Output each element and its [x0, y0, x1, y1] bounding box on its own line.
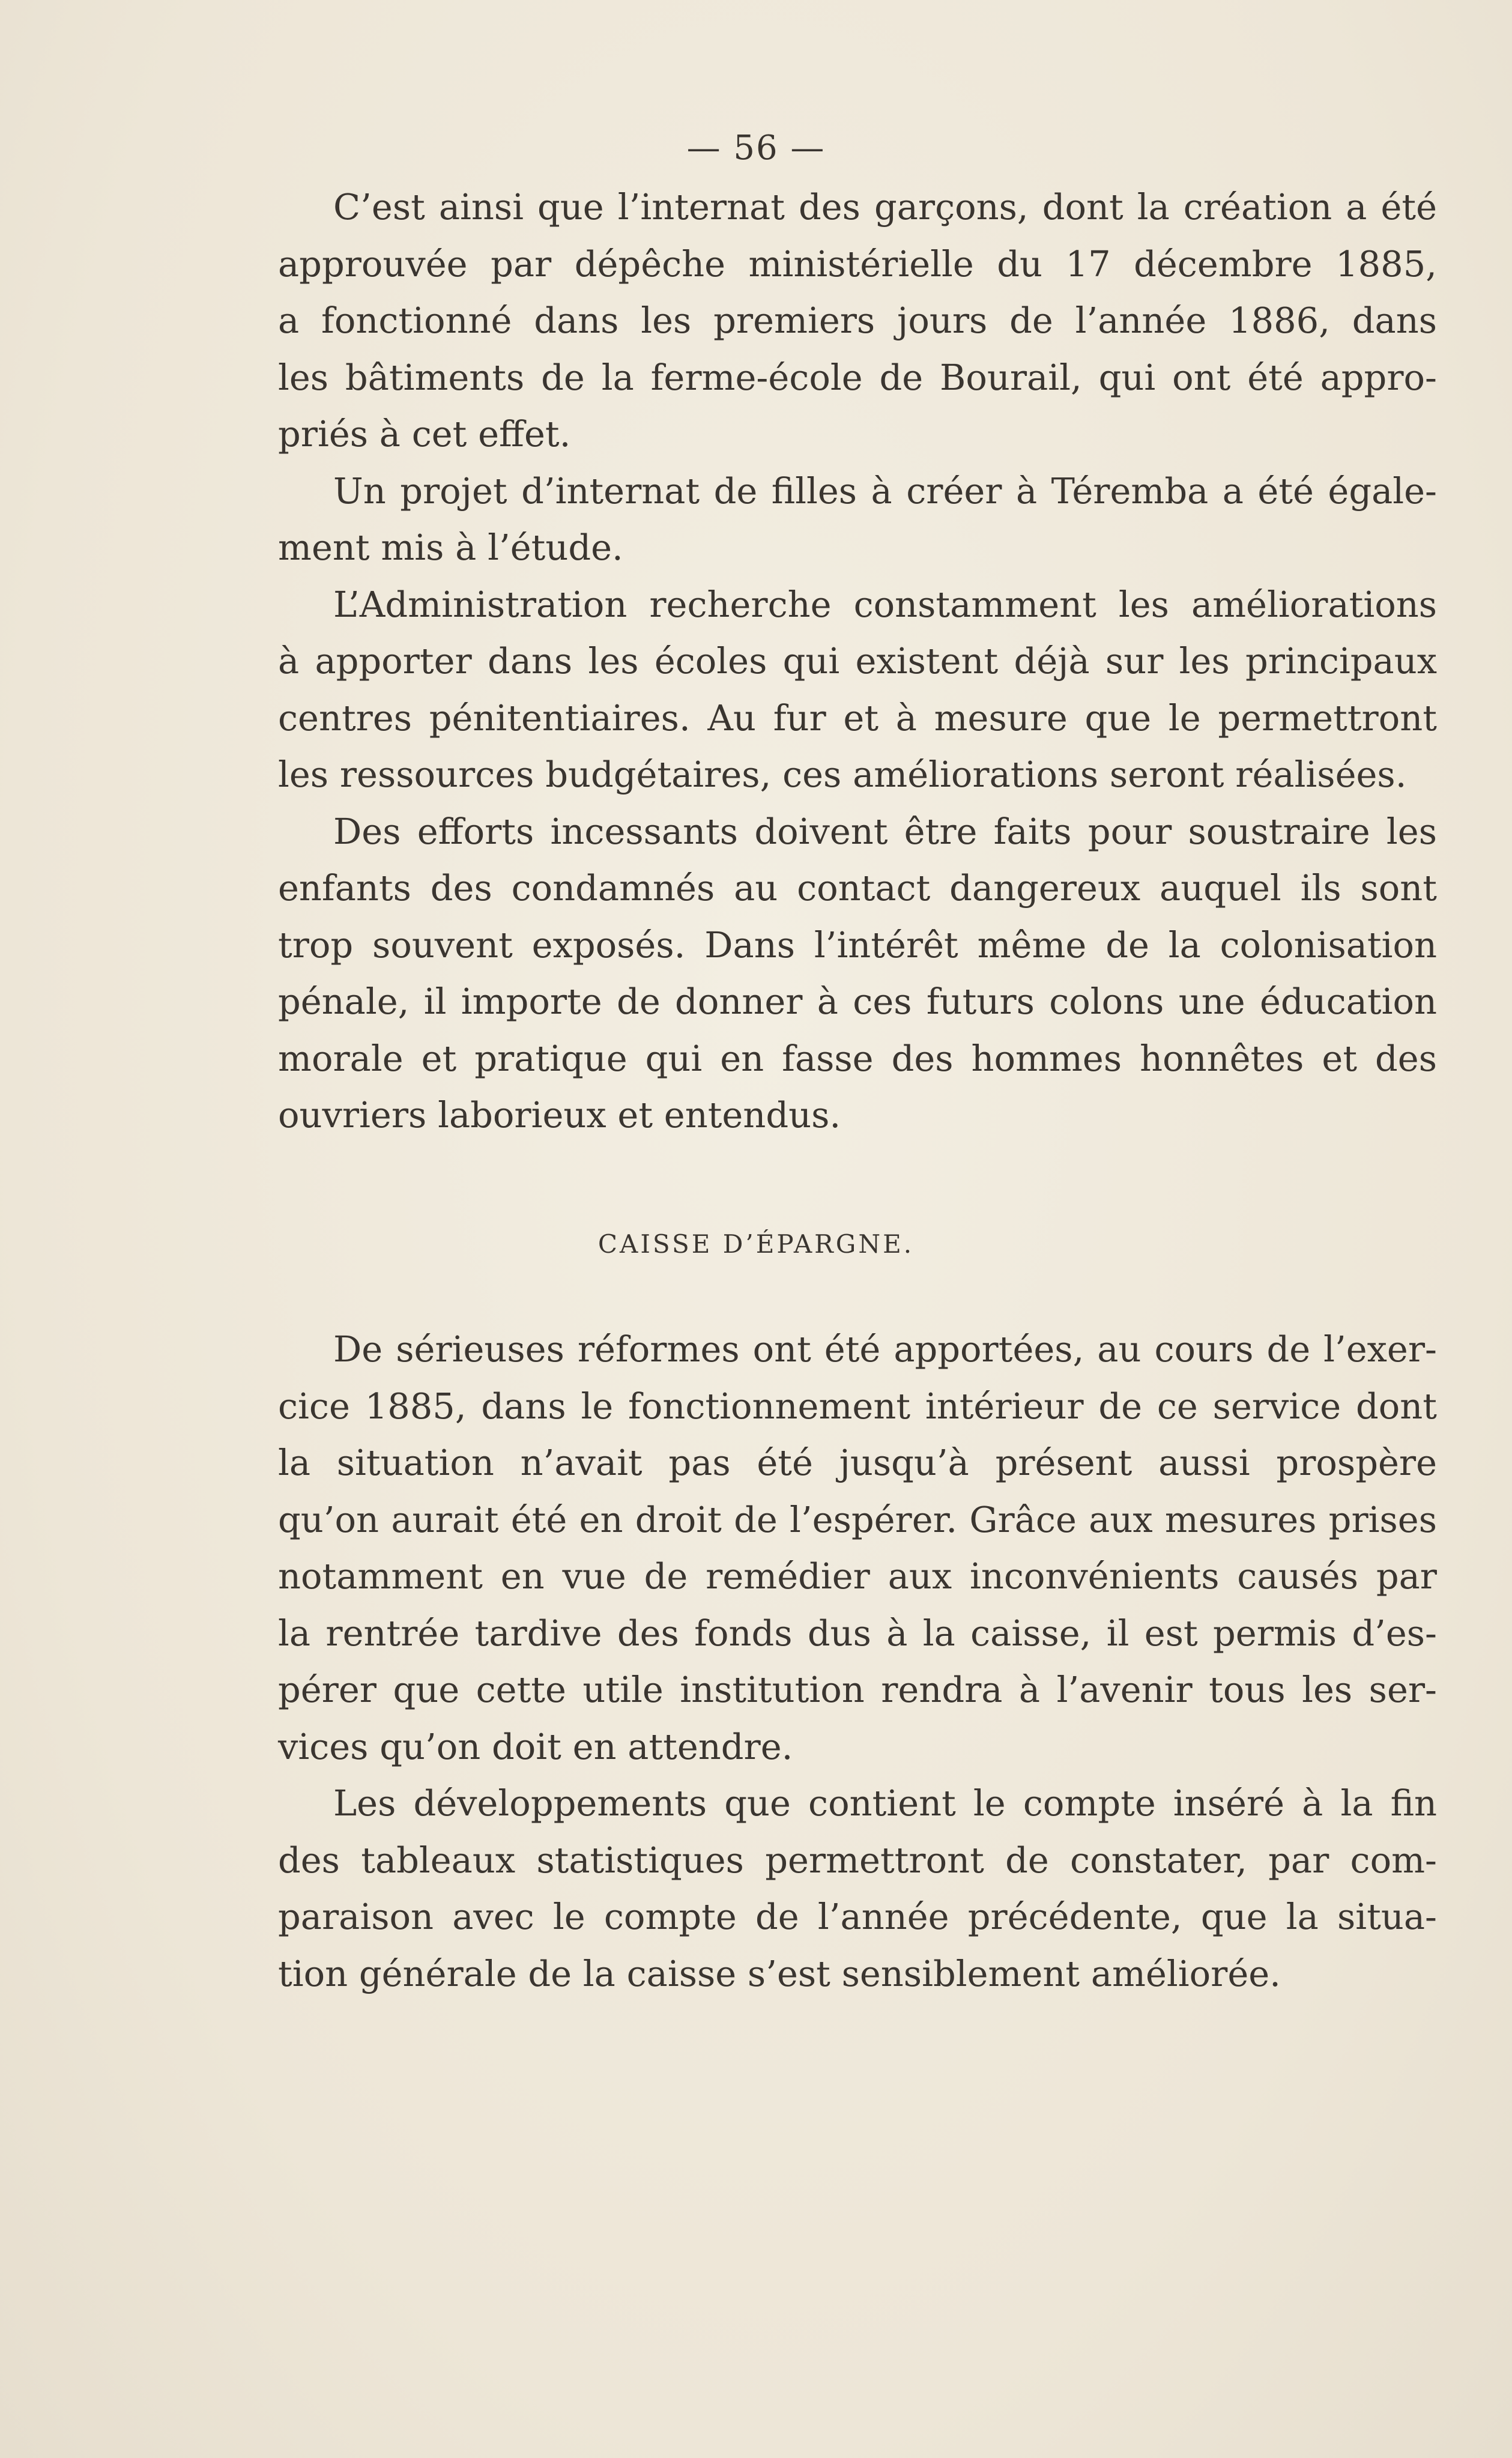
text-line: tion générale de la caisse s’est sensiblement améliorée.	[278, 1952, 1281, 1994]
text-line: ouvriers laborieux et entendus.	[278, 1094, 841, 1136]
text-line: Les développements que contient le compte inséré à la fin	[333, 1782, 1437, 1824]
text-line: C’est ainsi que l’internat des garçons, dont la création a été	[333, 186, 1437, 228]
section-heading: CAISSE D’ÉPARGNE.	[597, 1229, 915, 1259]
text-line: à apporter dans les écoles qui existent déjà sur les principaux	[278, 640, 1437, 682]
text-line: De sérieuses réformes ont été apportées, au cours de l’exer-	[333, 1328, 1437, 1370]
text-line: trop souvent exposés. Dans l’intérêt même de la colonisation	[278, 924, 1437, 966]
text-line: des tableaux statistiques permettront de constater, par com-	[278, 1839, 1437, 1881]
text-line: Un projet d’internat de filles à créer à Téremba a été égale-	[333, 470, 1437, 512]
text-line: la rentrée tardive des fonds dus à la caisse, il est permis d’es-	[278, 1612, 1437, 1654]
text-line: a fonctionné dans les premiers jours de l’année 1886, dans	[278, 300, 1437, 341]
text-line: morale et pratique qui en fasse des hommes honnêtes et des	[278, 1037, 1437, 1079]
text-line: Des efforts incessants doivent être faits pour soustraire les	[333, 810, 1437, 852]
paragraph	[278, 1775, 1437, 2002]
text-line: la situation n’avait pas été jusqu’à présent aussi prospère	[278, 1442, 1437, 1483]
text-line: pénale, il importe de donner à ces futurs colons une éducation	[278, 981, 1437, 1022]
paragraph	[278, 804, 1437, 1144]
text-line: priés à cet effet.	[278, 413, 571, 455]
text-line: centres pénitentiaires. Au fur et à mesure que le permettront	[278, 697, 1437, 739]
text-line: ment mis à l’étude.	[278, 527, 623, 568]
paragraph	[278, 577, 1437, 804]
text-line: pérer que cette utile institution rendra à l’avenir tous les ser-	[278, 1669, 1437, 1710]
page-number: — 56 —	[686, 129, 826, 168]
text-line: les ressources budgétaires, ces améliorations seront réalisées.	[278, 754, 1407, 795]
text-line: vices qu’on doit en attendre.	[278, 1725, 793, 1767]
text-line: les bâtiments de la ferme-école de Bourail, qui ont été appro-	[278, 356, 1437, 398]
paragraph	[278, 179, 1437, 463]
text-line: notamment en vue de remédier aux inconvénients causés par	[278, 1555, 1437, 1597]
paragraph	[278, 463, 1437, 577]
text-line: approuvée par dépêche ministérielle du 17 décembre 1885,	[278, 243, 1437, 285]
section-caisse-text	[278, 1321, 1437, 2002]
text-line: cice 1885, dans le fonctionnement intérieur de ce service dont	[278, 1385, 1437, 1427]
text-line: enfants des condamnés au contact dangereux auquel ils sont	[278, 867, 1437, 909]
text-line: paraison avec le compte de l’année précédente, que la situa-	[278, 1896, 1437, 1937]
text-line: qu’on aurait été en droit de l’espérer. Grâce aux mesures prises	[278, 1498, 1437, 1540]
section-education-text	[278, 179, 1437, 1144]
paragraph	[278, 1321, 1437, 1775]
text-line: L’Administration recherche constamment les améliorations	[333, 583, 1437, 625]
